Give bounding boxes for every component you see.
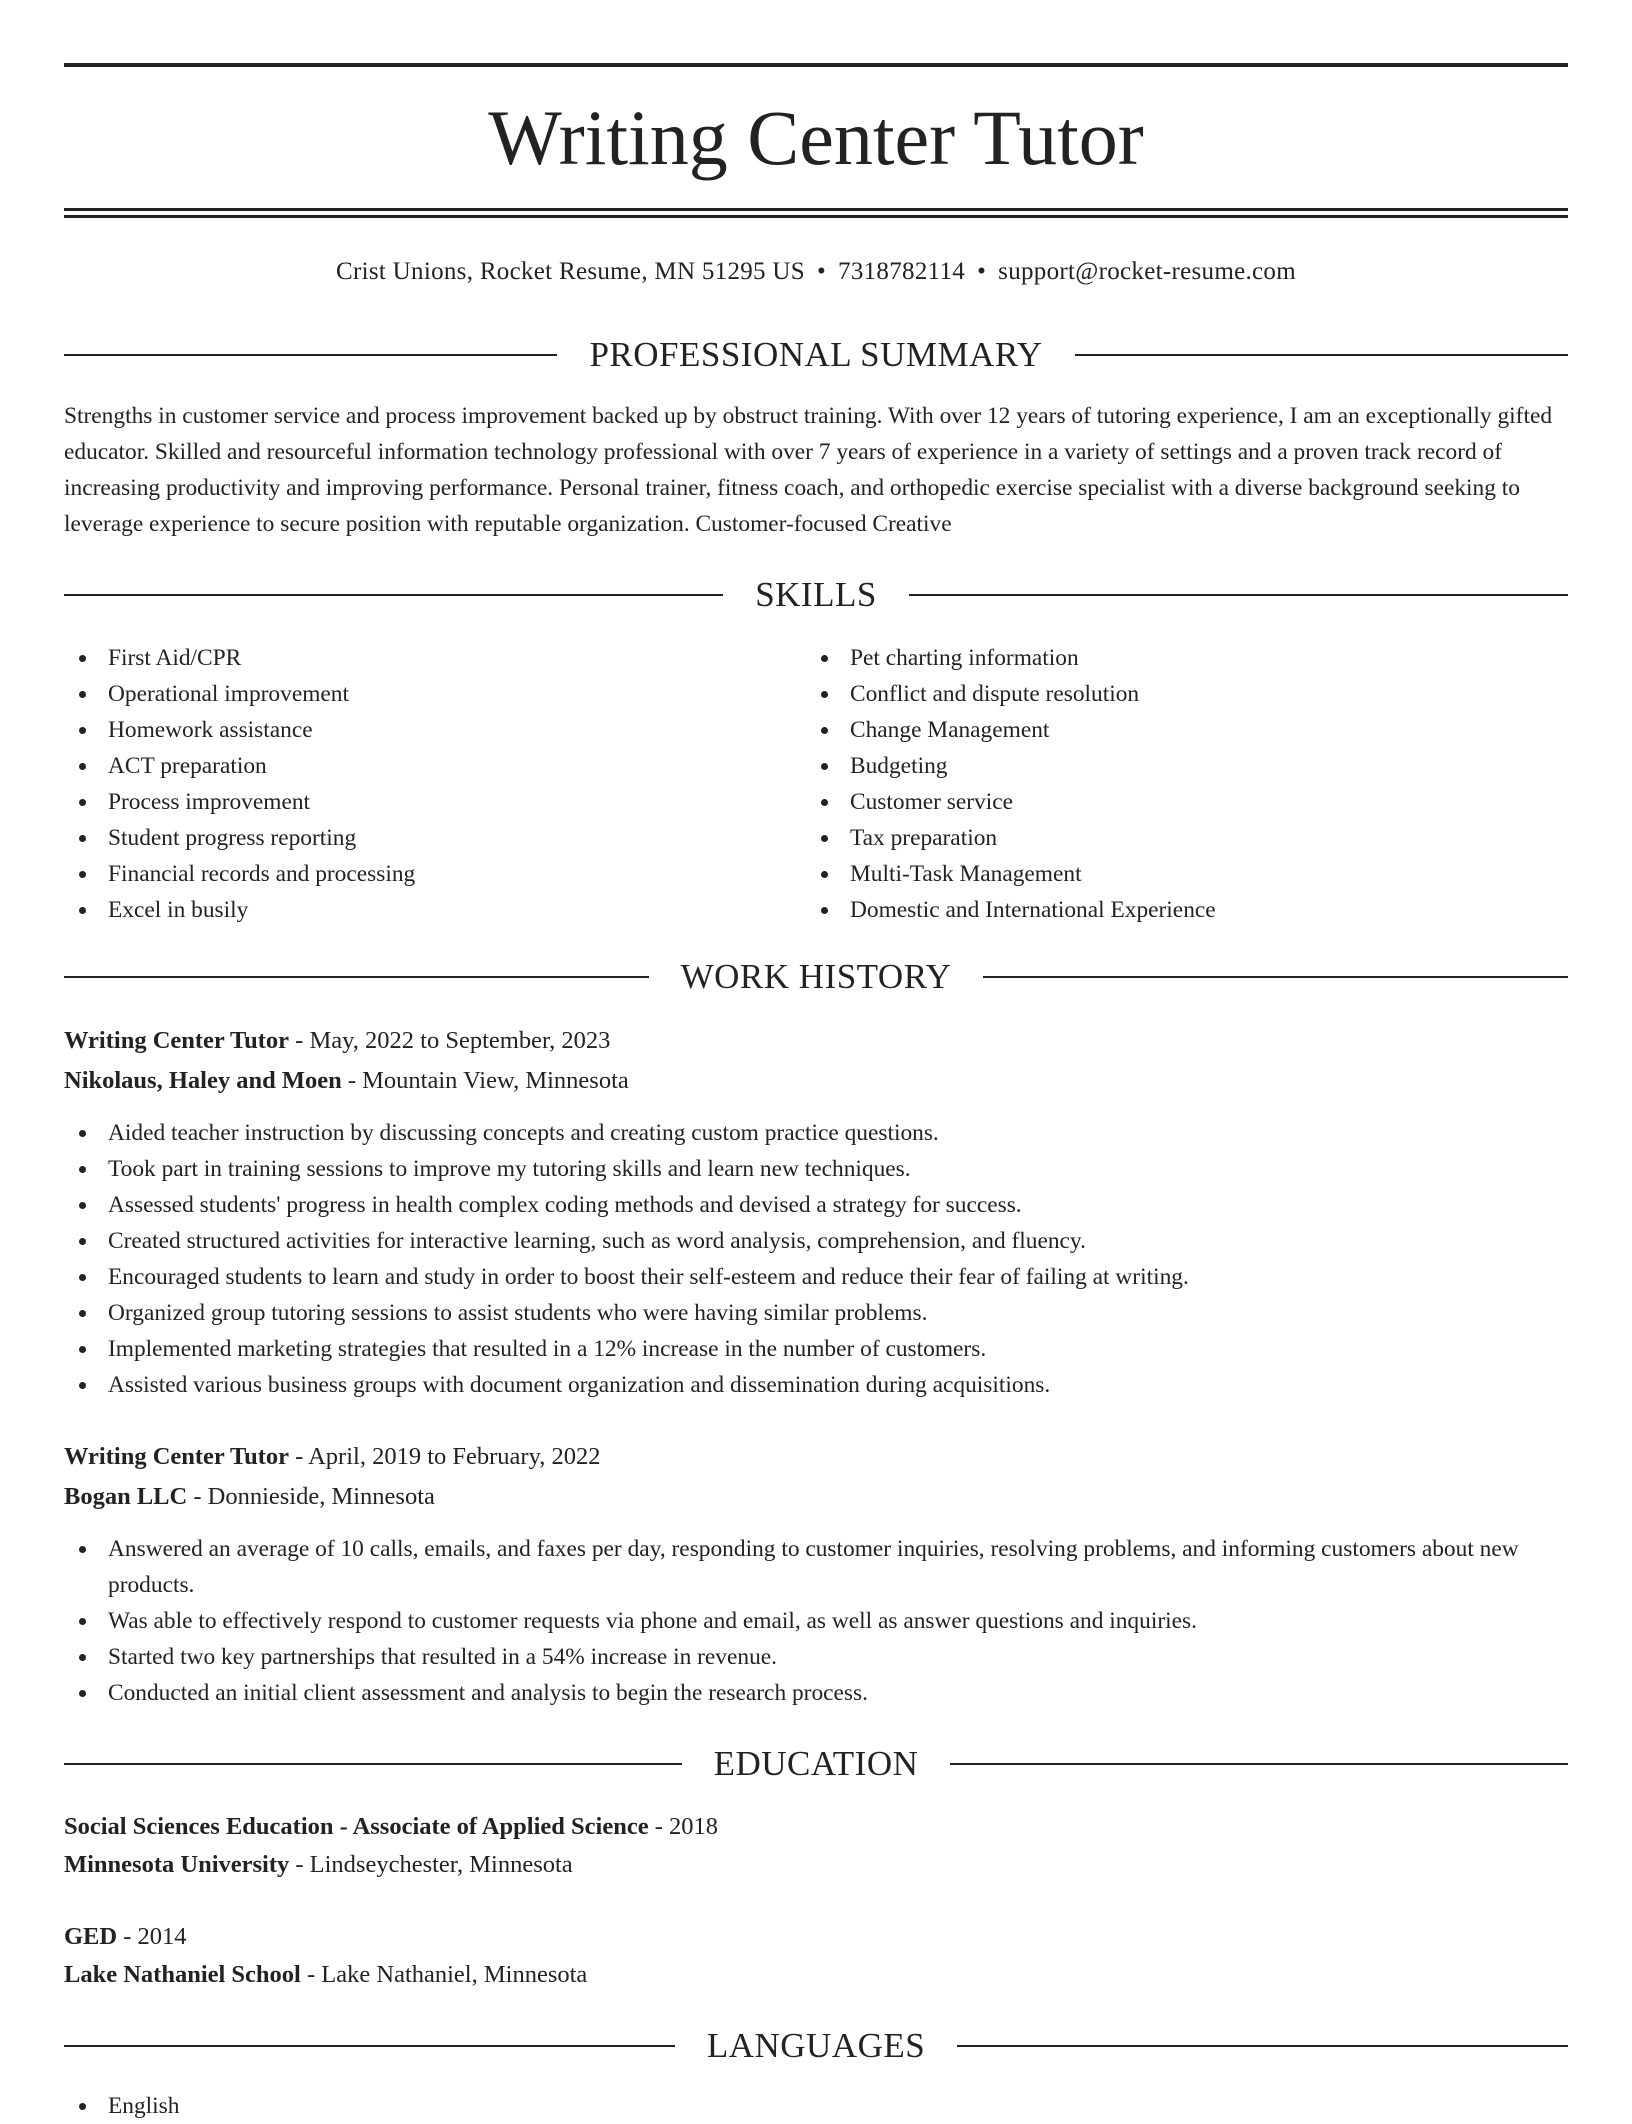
- education-school-line: [64, 1846, 1568, 1884]
- job-title-line: [64, 1022, 1568, 1060]
- job-location: - Donnieside, Minnesota: [187, 1483, 435, 1510]
- section-rule: [1075, 354, 1568, 356]
- section-label: LANGUAGES: [706, 2026, 926, 2065]
- education-degree-line: [64, 1918, 1568, 1956]
- skill-item: Operational improvement: [64, 676, 764, 712]
- job-title: Writing Center Tutor: [64, 1027, 290, 1054]
- top-rule: [64, 63, 1568, 67]
- skill-item: Tax preparation: [806, 820, 1566, 856]
- job-bullet: Aided teacher instruction by discussing concepts and creating custom practice questions.: [64, 1115, 1568, 1151]
- title-rule-lower: [64, 215, 1568, 218]
- job-title-line: [64, 1438, 1568, 1476]
- job-bullet: Assisted various business groups with document organization and dissemination during acquisitions.: [64, 1367, 1568, 1403]
- section-label: WORK HISTORY: [680, 957, 952, 996]
- job-bullet: Organized group tutoring sessions to assist students who were having similar problems.: [64, 1295, 1568, 1331]
- job-location: - Mountain View, Minnesota: [341, 1067, 629, 1094]
- job-bullet: Assessed students' progress in health complex coding methods and devised a strategy for success.: [64, 1187, 1568, 1223]
- job-dates: - May, 2022 to September, 2023: [289, 1027, 611, 1054]
- contact-separator: •: [977, 258, 987, 285]
- education-year: - 2018: [648, 1813, 719, 1840]
- job-bullet: Implemented marketing strategies that resulted in a 12% increase in the number of customers.: [64, 1331, 1568, 1367]
- skill-item: Student progress reporting: [64, 820, 764, 856]
- skill-item: Homework assistance: [64, 712, 764, 748]
- skill-item: Multi-Task Management: [806, 856, 1566, 892]
- education-location: - Lake Nathaniel, Minnesota: [300, 1961, 588, 1988]
- section-label: PROFESSIONAL SUMMARY: [589, 335, 1043, 374]
- job-title: Writing Center Tutor: [64, 1443, 290, 1470]
- section-rule: [957, 2045, 1568, 2047]
- skills-list-right: [806, 640, 1566, 928]
- skill-item: Customer service: [806, 784, 1566, 820]
- job-company-line: [64, 1062, 1568, 1100]
- skill-item: Pet charting information: [806, 640, 1566, 676]
- section-rule: [64, 354, 557, 356]
- resume-title: Writing Center Tutor: [488, 94, 1144, 181]
- section-summary-heading: [64, 333, 1568, 377]
- section-rule: [909, 594, 1568, 596]
- job-bullets: [64, 1115, 1568, 1403]
- job-dates: - April, 2019 to February, 2022: [289, 1443, 601, 1470]
- skill-item: Financial records and processing: [64, 856, 764, 892]
- job-bullet: Took part in training sessions to improve my tutoring skills and learn new techniques.: [64, 1151, 1568, 1187]
- skill-item: Change Management: [806, 712, 1566, 748]
- education-degree: GED: [64, 1923, 118, 1950]
- education-year: - 2014: [117, 1923, 187, 1950]
- skills-list-left: [64, 640, 764, 928]
- section-rule: [983, 976, 1568, 978]
- section-rule: [64, 976, 649, 978]
- section-label: SKILLS: [755, 575, 877, 614]
- section-rule: [64, 2045, 675, 2047]
- job-bullet: Answered an average of 10 calls, emails, and faxes per day, responding to customer inquiries, resolving problems, and informing customers about new products.: [64, 1531, 1568, 1603]
- job-bullet: Started two key partnerships that resulted in a 54% increase in revenue.: [64, 1639, 1568, 1675]
- job-bullet: Encouraged students to learn and study in order to boost their self-esteem and reduce their fear of failing at writing.: [64, 1259, 1568, 1295]
- summary-text: Strengths in customer service and process improvement backed up by obstruct training. With over 12 years of tutoring experience, I am an exceptionally gifted educator. Skilled and resourceful information technology professional with over 7 years of experience in a variety of settings and a proven track record of increasing productivity and improving performance. Personal trainer, fitness coach, and orthopedic exercise specialist with a diverse background seeking to leverage experience to secure position with reputable organization. Customer-focused Creative: [64, 403, 1553, 537]
- contact-phone: 7318782114: [838, 258, 966, 285]
- skill-item: Conflict and dispute resolution: [806, 676, 1566, 712]
- languages-list: [64, 2088, 1568, 2124]
- section-label: EDUCATION: [713, 1744, 919, 1783]
- job-bullet: Conducted an initial client assessment and analysis to begin the research process.: [64, 1675, 1568, 1711]
- section-languages-heading: [64, 2024, 1568, 2068]
- contact-address: Crist Unions, Rocket Resume, MN 51295 US: [336, 258, 805, 285]
- title-rule-upper: [64, 208, 1568, 211]
- section-skills-heading: [64, 573, 1568, 617]
- section-education-heading: [64, 1742, 1568, 1786]
- skill-item: Excel in busily: [64, 892, 764, 928]
- job-bullet: Was able to effectively respond to customer requests via phone and email, as well as answer questions and inquiries.: [64, 1603, 1568, 1639]
- section-rule: [64, 594, 723, 596]
- education-school: Minnesota University: [64, 1851, 290, 1878]
- education-school-line: [64, 1956, 1568, 1994]
- skill-item: Process improvement: [64, 784, 764, 820]
- skill-item: ACT preparation: [64, 748, 764, 784]
- education-location: - Lindseychester, Minnesota: [289, 1851, 573, 1878]
- language-item: English: [64, 2088, 1568, 2124]
- education-school: Lake Nathaniel School: [64, 1961, 301, 1988]
- skill-item: First Aid/CPR: [64, 640, 764, 676]
- contact-email: support@rocket-resume.com: [998, 258, 1296, 285]
- job-company-line: [64, 1478, 1568, 1516]
- section-rule: [64, 1763, 682, 1765]
- job-bullets: [64, 1531, 1568, 1711]
- job-company: Nikolaus, Haley and Moen: [64, 1067, 342, 1094]
- job-bullet: Created structured activities for interactive learning, such as word analysis, comprehension, and fluency.: [64, 1223, 1568, 1259]
- section-work-heading: [64, 955, 1568, 999]
- section-rule: [950, 1763, 1568, 1765]
- contact-line: [64, 252, 1568, 292]
- education-degree: Social Sciences Education - Associate of Applied Science: [64, 1813, 649, 1840]
- education-degree-line: [64, 1808, 1568, 1846]
- skill-item: Domestic and International Experience: [806, 892, 1566, 928]
- contact-separator: •: [816, 258, 827, 285]
- skill-item: Budgeting: [806, 748, 1566, 784]
- job-company: Bogan LLC: [64, 1483, 188, 1510]
